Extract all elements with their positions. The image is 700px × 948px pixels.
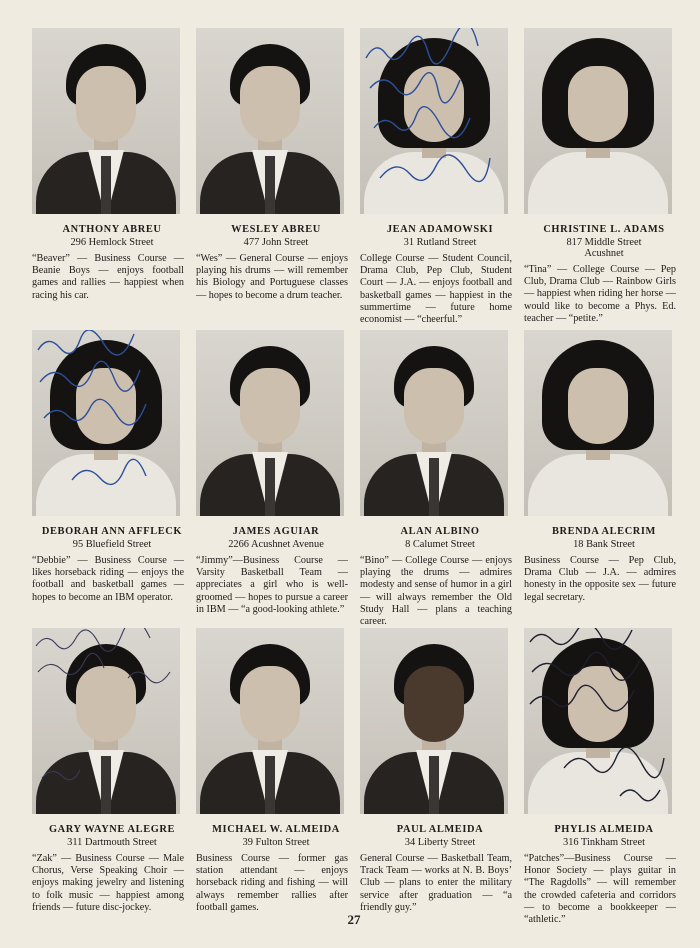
student-bio: “Jimmy”—Business Course — Varsity Basketball Team — appreciates a girl who is well-groomed — hopes to pursue a career in IBM — “a good-looking athlete.” <box>196 555 348 615</box>
student-address: 311 Dartmouth Street <box>67 837 157 848</box>
student-address: 95 Bluefield Street <box>72 539 152 550</box>
student-entry <box>32 330 192 604</box>
student-photo <box>524 628 672 814</box>
student-address: 39 Fulton Street <box>242 837 310 848</box>
student-photo <box>32 628 180 814</box>
student-address: 316 Tinkham Street <box>563 837 645 848</box>
student-entry <box>196 28 356 302</box>
student-name: PHYLIS ALMEIDA <box>554 824 654 835</box>
student-photo <box>32 330 180 516</box>
student-photo <box>196 28 344 214</box>
student-photo <box>196 330 344 516</box>
student-name: WESLEY ABREU <box>231 224 321 235</box>
student-name: ANTHONY ABREU <box>62 224 162 235</box>
student-photo <box>360 330 508 516</box>
student-entry <box>524 28 684 325</box>
student-name: CHRISTINE L. ADAMS <box>543 224 665 235</box>
student-name: MICHAEL W. ALMEIDA <box>212 824 340 835</box>
student-photo <box>360 628 508 814</box>
student-entry <box>524 330 684 604</box>
student-name: JEAN ADAMOWSKI <box>386 224 494 235</box>
student-entry <box>360 628 520 914</box>
student-address: 477 John Street <box>243 237 309 248</box>
student-bio: General Course — Basketball Team, Track Team — works at N. B. Boys’ Club — plans to enter the military service after graduation — “a friendly guy.” <box>360 853 512 913</box>
student-name: GARY WAYNE ALEGRE <box>48 824 176 835</box>
student-bio: Business Course — former gas station attendant — enjoys horseback riding and fishing — will always remember rallies after football games. <box>196 853 348 913</box>
student-bio: “Tina” — College Course — Pep Club, Drama Club — Rainbow Girls — happiest when riding her horse — would like to become a Phys. Ed. teacher — “petite.” <box>524 264 676 324</box>
student-address: 817 Middle Street <box>566 237 642 248</box>
student-bio: “Beaver” — Business Course — Beanie Boys — enjoys football games and rallies — happiest when racing his car. <box>32 253 184 301</box>
student-photo <box>360 28 508 214</box>
student-entry <box>32 628 192 914</box>
page-number: 27 <box>347 912 361 927</box>
student-photo <box>524 28 672 214</box>
student-name: DEBORAH ANN AFFLECK <box>41 526 183 537</box>
student-name: BRENDA ALECRIM <box>552 526 656 537</box>
student-entry <box>196 628 356 914</box>
student-bio: “Bino” — College Course — enjoys playing the drums — admires modesty and sense of humor in a girl — will always remember the Old Study Hall — plans a teaching career. <box>360 555 512 628</box>
student-name: ALAN ALBINO <box>400 526 480 537</box>
student-bio: “Zak” — Business Course — Male Chorus, Verse Speaking Choir — enjoys making jewelry and listening to folk music — happiest among friends — future disc-jockey. <box>32 853 184 913</box>
student-address: 18 Bank Street <box>573 539 635 550</box>
student-bio: “Debbie” — Business Course — likes horseback riding — enjoys the football and basketball games — hopes to become an IBM operator. <box>32 555 184 603</box>
student-entry <box>196 330 356 616</box>
student-entry <box>360 28 520 326</box>
student-bio: “Wes” — General Course — enjoys playing his drums — will remember his Biology and Portuguese classes — hopes to become a drum teacher. <box>196 253 348 301</box>
student-bio: Business Course — Pep Club, Drama Club — J.A. — admires honesty in the opposite sex — future legal secretary. <box>524 555 676 603</box>
student-address: 2266 Acushnet Avenue <box>228 539 324 550</box>
student-photo <box>524 330 672 516</box>
student-address: 34 Liberty Street <box>404 837 476 848</box>
student-address: 296 Hemlock Street <box>70 237 154 248</box>
student-entry <box>524 628 684 926</box>
student-name: JAMES AGUIAR <box>232 526 320 537</box>
student-bio: “Patches”—Business Course — Honor Society — plays guitar in “The Ragdolls” — will remember the crowded cafeteria and corridors — to become a bookkeeper — “athletic.” <box>524 853 676 926</box>
student-photo <box>32 28 180 214</box>
student-entry <box>360 330 520 628</box>
student-address: 8 Calumet Street <box>405 539 475 550</box>
student-city: Acushnet <box>584 248 624 259</box>
student-name: PAUL ALMEIDA <box>396 824 484 835</box>
student-photo <box>196 628 344 814</box>
student-address: 31 Rutland Street <box>403 237 477 248</box>
student-entry <box>32 28 192 302</box>
student-bio: College Course — Student Council, Drama Club, Pep Club, Student Court — J.A. — enjoys football and basketball games — happiest in the summertime — future home economist — “cheerful.” <box>360 253 512 326</box>
